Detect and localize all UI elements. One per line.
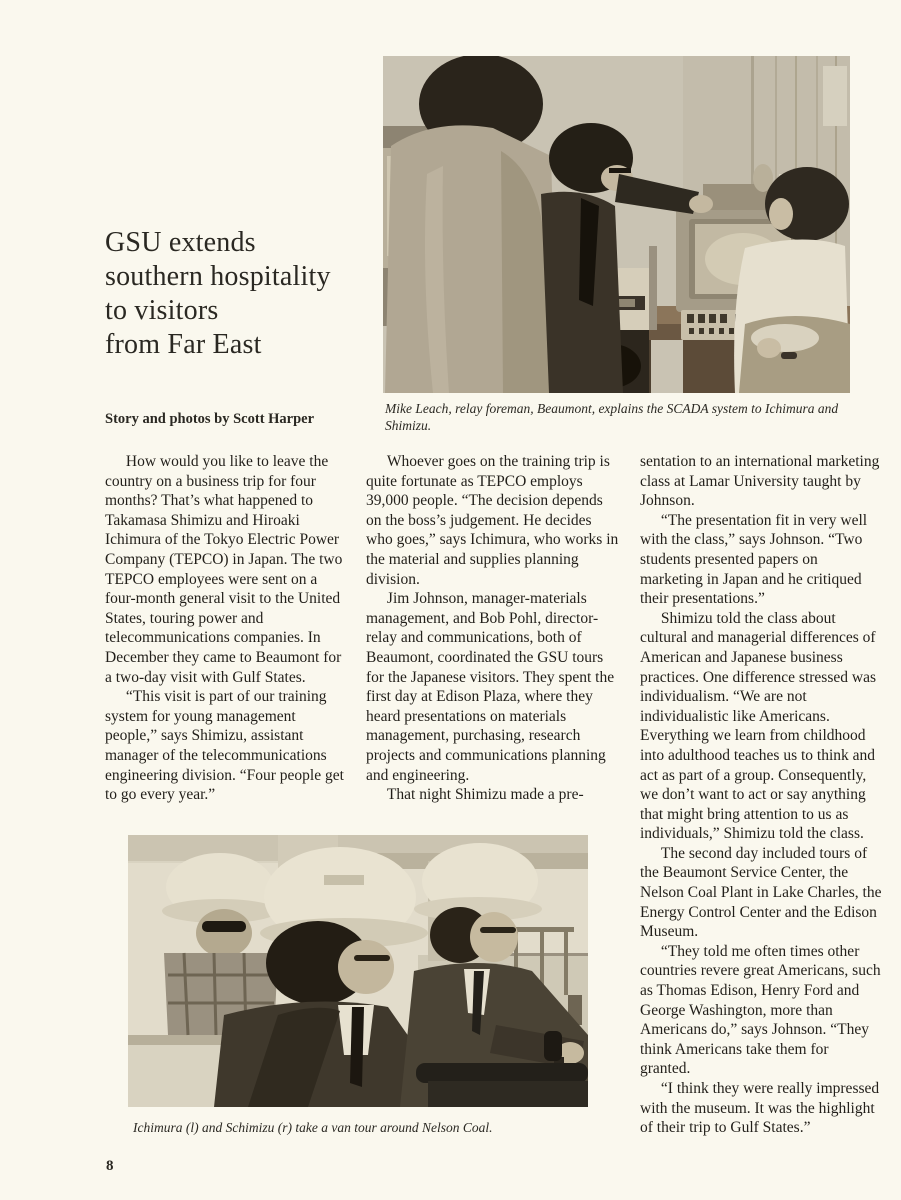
- paragraph: How would you like to leave the country on a business trip for four months? That’s what happened to Takamasa Shimizu and Hiroaki Ichimura of the Tokyo Electric Power Company (TEPCO) in Japan. The two TEPCO employees were sent on a four-month general visit to the United States, touring power and telecommunications companies. In December they came to Beaumont for a two-day visit with Gulf States.: [105, 453, 343, 686]
- title-line: southern hospitality: [105, 261, 331, 292]
- page-number: 8: [106, 1158, 114, 1174]
- paragraph: “This visit is part of our training system for young management people,” says Shimizu, assistant manager of the telecommunications engineering division. “Four people get to go every year.”: [105, 688, 344, 804]
- byline: Story and photos by Scott Harper: [105, 411, 315, 427]
- paragraph: Whoever goes on the training trip is quite fortunate as TEPCO employs 39,000 people. “The decision depends on the boss’s judgement. He decides who goes,” says Ichimura, who works in the material and supplies planning division.: [366, 453, 619, 588]
- title-line: GSU extends: [105, 227, 256, 258]
- article-column-2: [366, 452, 619, 805]
- article-title: [105, 226, 385, 362]
- scada-photo-illustration: [383, 56, 850, 393]
- paragraph: That night Shimizu made a pre-: [386, 786, 584, 804]
- paragraph: “I think they were really impressed with the museum. It was the highlight of their trip to Gulf States.”: [640, 1080, 880, 1137]
- photo-scada-demo: [383, 56, 850, 393]
- title-line: from Far East: [105, 329, 262, 360]
- paragraph: “They told me often times other countries revere great Americans, such as Thomas Edison, Henry Ford and George Washington, more than Americans do,” says Johnson. “They think Americans take them for granted.: [640, 942, 881, 1078]
- photo-van-tour: [128, 835, 588, 1107]
- article-column-1: [105, 452, 348, 805]
- photo-caption-top: Mike Leach, relay foreman, Beaumont, explains the SCADA system to Ichimura and Shimizu.: [385, 401, 839, 433]
- paragraph: Jim Johnson, manager-materials management, and Bob Pohl, director-relay and communications, both of Beaumont, coordinated the GSU tours for the Japanese visitors. They spent the first day at Edison Plaza, where they heard presentations on materials management, purchasing, research projects and communications planning and engineering.: [366, 590, 615, 784]
- van-photo-illustration: [128, 835, 588, 1107]
- paragraph: sentation to an international marketing class at Lamar University taught by Johnson.: [640, 453, 880, 510]
- paragraph: “The presentation fit in very well with the class,” says Johnson. “Two students presented papers on marketing in Japan and he critiqued their presentations.”: [640, 511, 868, 608]
- paragraph: The second day included tours of the Beaumont Service Center, the Nelson Coal Plant in Lake Charles, the Energy Control Center and the Edison Museum.: [640, 844, 882, 941]
- title-line: to visitors: [105, 295, 219, 326]
- photo-caption-bottom: Ichimura (l) and Schimizu (r) take a van tour around Nelson Coal.: [133, 1120, 493, 1135]
- article-column-3: [640, 452, 882, 1138]
- paragraph: Shimizu told the class about cultural and managerial differences of American and Japanese business practices. One difference stressed was individualism. “We are not individualistic like Americans. Everything we learn from childhood into adulthood teaches us to think and act as part of a group. Consequently, we don’t want to act or say anything that might bring attention to us as individuals,” Shimizu told the class.: [640, 609, 876, 843]
